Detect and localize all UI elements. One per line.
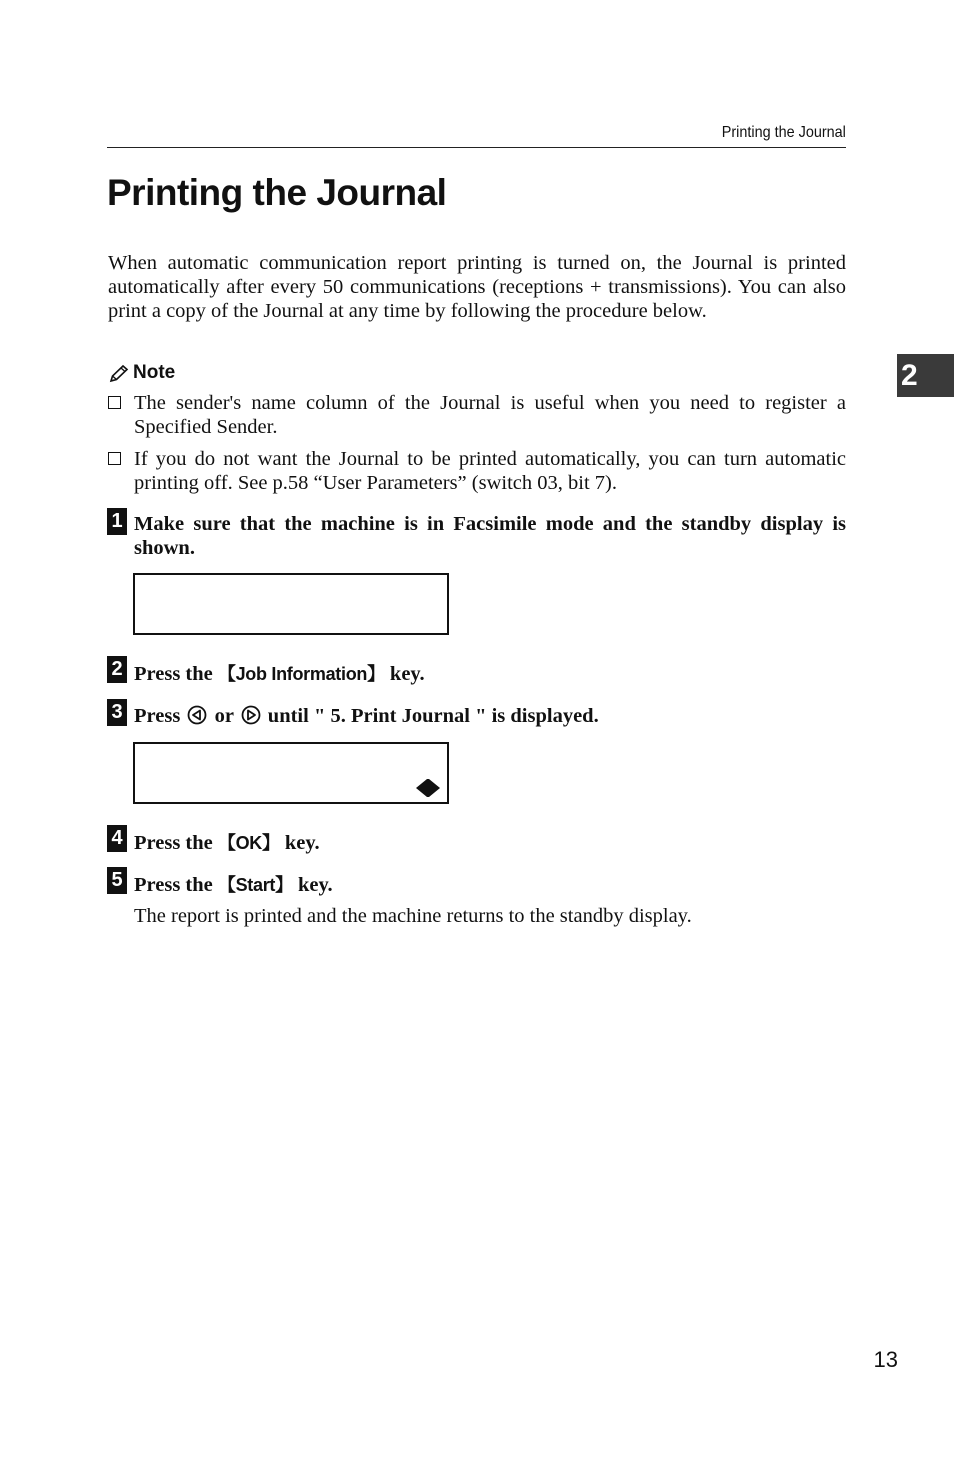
- chapter-tab: 2: [897, 354, 954, 397]
- step-text: key.: [384, 663, 425, 685]
- step-1: [107, 508, 846, 560]
- note-item: [108, 391, 846, 439]
- step-text: until " 5. Print Journal " is displayed.: [262, 705, 599, 727]
- step-2: [107, 656, 846, 686]
- step-text: key.: [292, 874, 333, 896]
- running-header: Printing the Journal: [721, 124, 846, 141]
- page-title: Printing the Journal: [107, 172, 447, 213]
- job-information-key: 【Job Information】: [217, 664, 385, 684]
- checkbox-icon: [108, 452, 121, 465]
- lcd-line-1: [135, 634, 447, 635]
- step-number: 3: [107, 699, 127, 726]
- left-arrow-key-icon: [187, 705, 207, 725]
- step-text: Press: [134, 705, 186, 727]
- step-3: [107, 699, 846, 728]
- lcd-job-information-display: [133, 742, 449, 804]
- step-text: or: [209, 705, 239, 727]
- step-4: [107, 825, 846, 855]
- step-text: Press the: [134, 832, 218, 854]
- step-number: 2: [107, 656, 127, 683]
- step-number: 1: [107, 508, 127, 535]
- page-number: 13: [873, 1347, 898, 1372]
- step-number: 5: [107, 867, 127, 894]
- pencil-icon: [108, 364, 130, 384]
- note-text: If you do not want the Journal to be printed automatically, you can turn automatic printing off. See p.58 “User Parameters” (switch 03, bit 7).: [134, 448, 846, 494]
- intro-paragraph: When automatic communication report printing is turned on, the Journal is printed automatically after every 50 communications (receptions + transmissions). You can also print a copy of the Journal at any time by following the procedure below.: [108, 252, 846, 322]
- step-text: key.: [279, 832, 320, 854]
- step-text: Press the: [134, 663, 218, 685]
- ok-key: 【OK】: [217, 833, 280, 853]
- note-item: [108, 447, 846, 495]
- step-text: Press the: [134, 874, 218, 896]
- step-result-text: The report is printed and the machine returns to the standby display.: [134, 905, 692, 927]
- note-label: Note: [133, 362, 176, 383]
- note-text: The sender's name column of the Journal is useful when you need to register a Specified Sender.: [134, 392, 846, 438]
- note-heading: [108, 362, 175, 384]
- start-key: 【Start】: [217, 875, 293, 895]
- right-arrow-key-icon: [241, 705, 261, 725]
- checkbox-icon: [108, 396, 121, 409]
- header-rule: [107, 147, 846, 148]
- lcd-standby-display: [133, 573, 449, 635]
- step-5: [107, 867, 846, 897]
- step-number: 4: [107, 825, 127, 852]
- lcd-line-1: [135, 803, 447, 804]
- left-right-scroll-icon: [414, 777, 442, 799]
- step-text: Make sure that the machine is in Facsimile mode and the standby display is shown.: [134, 513, 846, 559]
